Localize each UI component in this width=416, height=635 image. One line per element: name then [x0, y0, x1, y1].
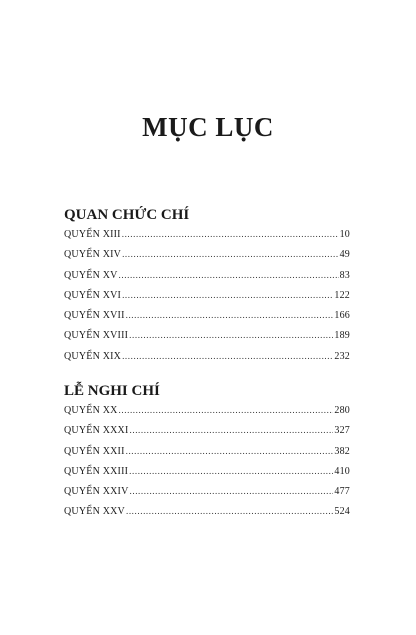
entry-label: QUYỂN XVIII [64, 330, 129, 342]
dot-leader [122, 224, 339, 244]
toc-section-quan-chuc-chi [64, 206, 350, 366]
entry-page: 524 [334, 506, 350, 518]
dot-leader [126, 305, 334, 325]
toc-section-le-nghi-chi [64, 382, 350, 522]
entry-label: QUYỂN XX [64, 405, 118, 416]
entry-page: 410 [334, 465, 350, 477]
dot-leader [119, 400, 334, 420]
dot-leader [119, 265, 339, 285]
entry-label: QUYỂN XIX [64, 350, 122, 362]
entry-label: QUYỂN XXIV [64, 486, 129, 498]
dot-leader [130, 481, 334, 501]
entry-label: QUYỂN XIV [64, 249, 122, 261]
toc-entry[interactable] [64, 501, 350, 521]
dot-leader [130, 420, 334, 440]
entry-page: 166 [334, 310, 350, 322]
dot-leader [122, 244, 339, 264]
entry-label: QUYỂN XVII [64, 310, 125, 322]
toc-entry[interactable] [64, 461, 350, 481]
entry-label: QUYỂN XIII [64, 229, 121, 240]
toc-entry[interactable] [64, 346, 350, 366]
toc-entry[interactable] [64, 244, 350, 264]
entry-page: 10 [339, 229, 350, 240]
dot-leader [129, 325, 333, 345]
entry-label: QUYỂN XXXI [64, 425, 129, 437]
entry-page: 327 [334, 425, 350, 437]
entry-label: QUYỂN XV [64, 269, 118, 281]
entry-page: 477 [334, 486, 350, 498]
toc-entry[interactable] [64, 400, 350, 420]
dot-leader [126, 501, 333, 521]
entry-page: 49 [339, 249, 350, 261]
toc-entry[interactable] [64, 265, 350, 285]
toc-entry[interactable] [64, 224, 350, 244]
entry-label: QUYỂN XVI [64, 289, 122, 301]
entry-label: QUYỂN XXIII [64, 465, 129, 477]
entry-page: 122 [334, 289, 350, 301]
entry-page: 280 [334, 405, 350, 416]
entry-page: 382 [334, 445, 350, 457]
toc-entry[interactable] [64, 305, 350, 325]
dot-leader [122, 346, 333, 366]
entry-label: QUYỂN XXV [64, 506, 125, 518]
entry-page: 189 [334, 330, 350, 342]
entry-page: 83 [339, 269, 350, 281]
dot-leader [122, 285, 333, 305]
entry-page: 232 [334, 350, 350, 362]
toc-entry[interactable] [64, 481, 350, 501]
dot-leader [129, 461, 333, 481]
toc-entry[interactable] [64, 441, 350, 461]
section-heading: LỄ NGHI CHÍ [64, 383, 160, 399]
section-heading: QUAN CHỨC CHÍ [64, 207, 190, 223]
page-title: MỤC LỤC [142, 112, 274, 142]
entry-label: QUYỂN XXII [64, 445, 125, 457]
toc-entry[interactable] [64, 325, 350, 345]
toc-entry[interactable] [64, 285, 350, 305]
toc-entry[interactable] [64, 420, 350, 440]
dot-leader [126, 441, 334, 461]
